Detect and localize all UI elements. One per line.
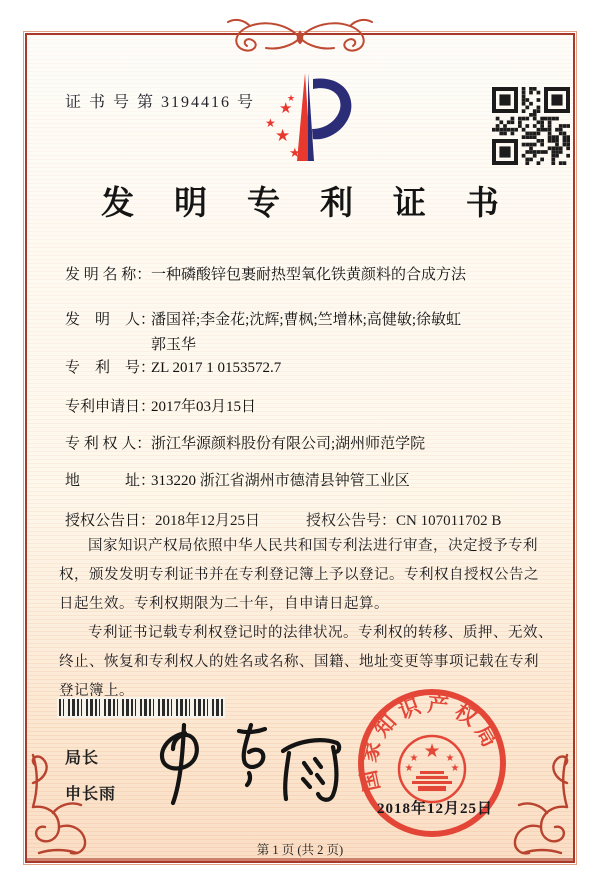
grant-date-label: 授权公告日： — [65, 513, 156, 529]
field-value: ZL 2017 1 0153572.7 — [151, 360, 282, 376]
field-value: 一种磷酸锌包裹耐热型氧化铁黄颜料的合成方法 — [151, 267, 467, 283]
corner-flourish-icon — [499, 749, 571, 859]
field-label: 地 址： — [65, 473, 156, 489]
national-emblem-icon — [399, 736, 465, 802]
certificate-frame — [25, 33, 575, 863]
officer-title: 局长 — [65, 750, 100, 767]
grant-number-label: 授权公告号： — [306, 513, 397, 529]
seal-date: 2018年12月25日 — [376, 801, 493, 817]
field-patentee — [65, 434, 547, 455]
cnipa-patent-logo-icon — [245, 65, 365, 175]
svg-text:★: ★ — [289, 145, 301, 160]
legal-text — [59, 532, 553, 706]
field-label: 发 明 人： — [65, 312, 156, 328]
legal-paragraph-1: 国家知识产权局依照中华人民共和国专利法进行审查，决定授予专利权，颁发发明专利证书并在专利登记簿上予以登记。专利权自授权公告之日起生效。专利权期限为二十年，自申请日起算。 — [59, 538, 539, 612]
field-value: 潘国祥;李金花;沈辉;曹枫;竺增林;高健敏;徐敏虹 — [151, 312, 462, 328]
field-value: 313220 浙江省湖州市德清县钟管工业区 — [151, 473, 410, 489]
officer-name: 申长雨 — [65, 786, 117, 803]
svg-text:★: ★ — [287, 93, 296, 103]
grant-date-value: 2018年12月25日 — [155, 513, 261, 529]
field-filing-date — [65, 397, 547, 418]
qr-code — [492, 87, 570, 165]
svg-text:★: ★ — [445, 753, 455, 764]
svg-text:★: ★ — [265, 116, 276, 130]
field-label: 专 利 号： — [65, 360, 156, 376]
field-inventors-line2: 郭玉华 — [151, 337, 197, 353]
field-value: 2017年03月15日 — [151, 399, 257, 415]
svg-text:★: ★ — [404, 763, 414, 774]
field-label: 发 明 名 称： — [65, 267, 152, 283]
field-invention-name — [65, 265, 547, 286]
field-grant-row — [65, 511, 547, 532]
svg-text:★: ★ — [450, 763, 460, 774]
page-indicator: 第 1 页 (共 2 页) — [256, 843, 344, 857]
field-label: 专 利 权 人： — [65, 436, 152, 452]
corner-flourish-icon — [29, 749, 101, 859]
certificate-title: 发 明 专 利 证 书 — [101, 186, 515, 222]
svg-text:★: ★ — [409, 753, 419, 764]
legal-paragraph-2: 专利证书记载专利权登记时的法律状况。专利权的转移、质押、无效、终止、恢复和专利权人的姓名或名称、国籍、地址变更等事项记载在专利登记簿上。 — [59, 625, 553, 699]
field-value: 浙江华源颜料股份有限公司;湖州师范学院 — [151, 436, 426, 452]
certificate-number: 证 书 号 第 3194416 号 — [65, 94, 256, 111]
field-address — [65, 471, 547, 492]
svg-text:★: ★ — [423, 741, 441, 762]
top-dragon-ornament-icon — [200, 10, 400, 62]
handwritten-signature-icon — [137, 703, 347, 823]
logo-star: ★ — [279, 101, 293, 117]
field-patent-number — [65, 358, 547, 379]
seal-text: 国 家 知 识 产 权 局 — [356, 692, 503, 794]
field-label: 专利申请日： — [65, 399, 156, 415]
grant-number-value: CN 107011702 B — [396, 513, 502, 529]
svg-text:★: ★ — [275, 126, 291, 145]
field-inventors — [65, 310, 547, 331]
